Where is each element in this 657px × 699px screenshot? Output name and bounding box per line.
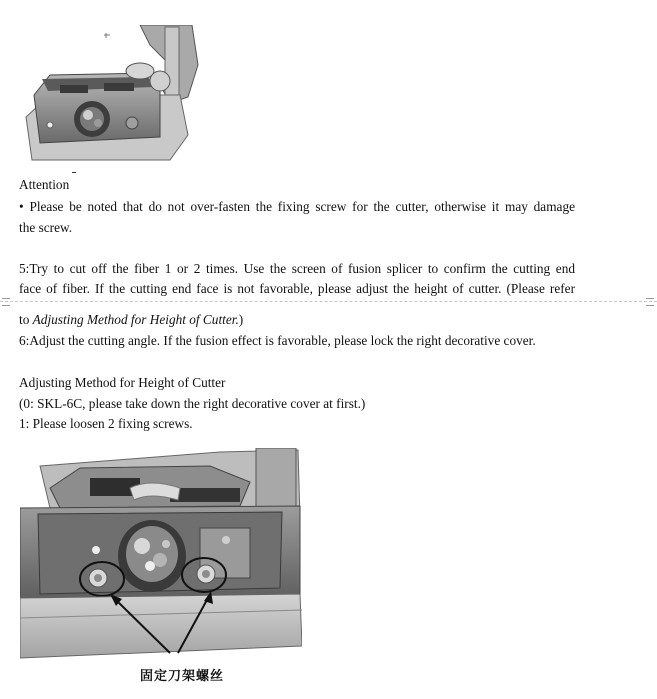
page-break-mark-right: [646, 298, 654, 306]
adjusting-method-step-1: 1: Please loosen 2 fixing screws.: [19, 416, 193, 431]
page-break-mark-left: [2, 298, 10, 306]
small-dash-mark: [72, 172, 76, 173]
step-5-line-2: face of fiber. If the cutting end face is not favorable, please adjust the height of cutter. (Please refer: [19, 281, 575, 296]
adjusting-method-title: Adjusting Method for Height of Cutter: [19, 375, 226, 390]
adjusting-method-note: (0: SKL-6C, please take down the right decorative cover at first.): [19, 396, 366, 411]
step-5-suffix: ): [238, 312, 244, 327]
step-5-prefix: to: [19, 312, 33, 327]
attention-bullet-line-2: the screw.: [19, 220, 73, 235]
attention-bullet-line-1: • Please be noted that do not over-fasten the fixing screw for the cutter, otherwise it may damage: [19, 199, 575, 214]
page-break-line: [0, 301, 657, 302]
cutter-figure-screws: [20, 448, 302, 662]
step-6-line: 6:Adjust the cutting angle. If the fusion effect is favorable, please lock the right decorative cover.: [19, 333, 536, 348]
adjusting-method-reference: Adjusting Method for Height of Cutter.: [32, 312, 239, 327]
cutter-figure-top: [20, 25, 200, 163]
figure-caption: 固定刀架螺丝: [140, 669, 225, 684]
step-5-line-3: [19, 312, 243, 328]
step-5-line-1: 5:Try to cut off the fiber 1 or 2 times. Use the screen of fusion splicer to confirm the cutting end: [19, 261, 575, 276]
attention-heading: Attention: [19, 177, 70, 192]
